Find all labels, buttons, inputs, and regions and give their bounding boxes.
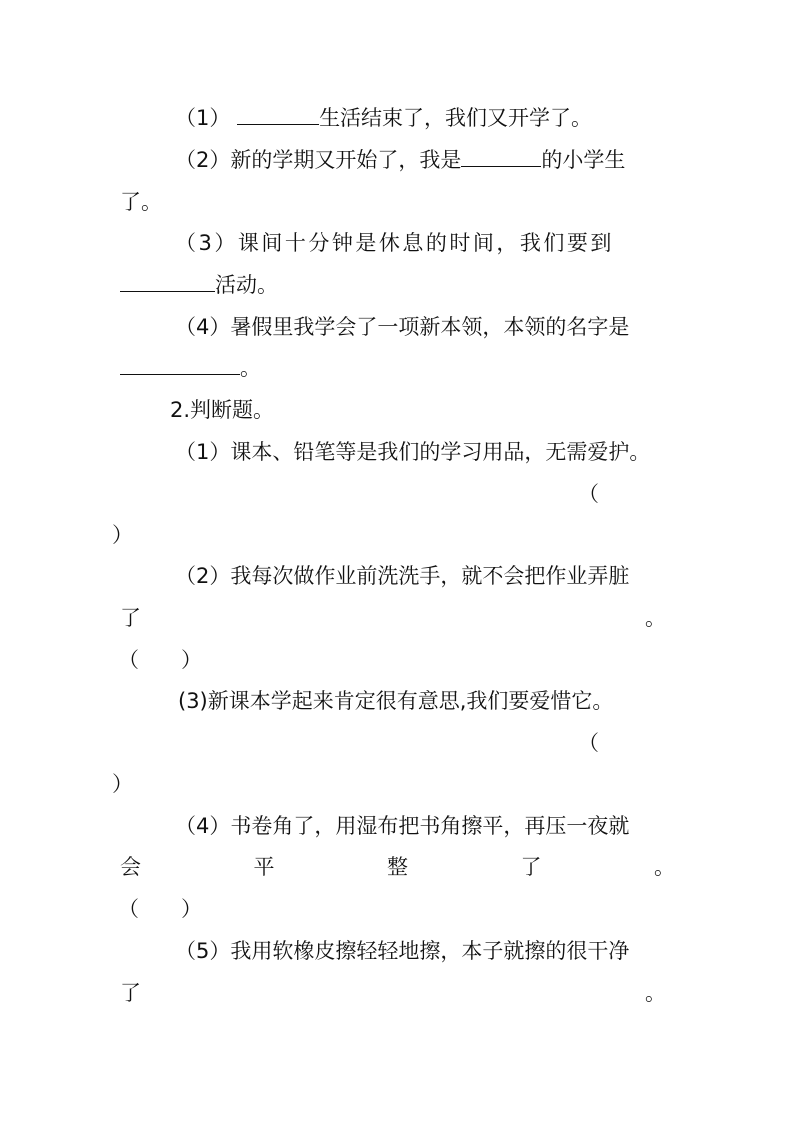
fill-item-4 — [175, 312, 629, 342]
answer-blank[interactable] — [120, 354, 240, 375]
item-text: 暑假里我学会了一项新本领，本领的名字是 — [230, 315, 630, 339]
fill-item-3 — [175, 228, 614, 258]
item-text-tail: 。 — [240, 356, 261, 380]
wrap-char: 了 — [520, 855, 542, 879]
item-number: （1） — [175, 106, 231, 130]
answer-blank[interactable] — [120, 271, 215, 292]
item-text-tail: 活动。 — [215, 273, 278, 297]
answer-blank[interactable] — [237, 104, 319, 125]
judgment-item-2-wrap: 了 — [120, 606, 141, 630]
item-number: （3） — [175, 231, 238, 255]
answer-paren-open[interactable]: （ — [578, 731, 599, 755]
judgment-item-4-wrap — [120, 852, 675, 882]
wrap-char: 平 — [253, 855, 275, 879]
answer-paren-open[interactable]: （ — [578, 482, 599, 506]
answer-paren-close[interactable]: ） — [112, 523, 133, 547]
item-text: 生活结束了，我们又开学了。 — [319, 106, 593, 130]
fill-item-2-wrap: 了。 — [120, 190, 162, 214]
wrap-char: 。 — [654, 855, 675, 879]
section-heading: 2.判断题。 — [170, 398, 275, 422]
answer-paren[interactable]: （ ） — [118, 897, 202, 921]
judgment-item-5-period: 。 — [645, 981, 666, 1005]
answer-paren[interactable]: （ ） — [118, 648, 202, 672]
item-number: （4） — [175, 315, 231, 339]
answer-blank[interactable] — [461, 146, 541, 167]
judgment-item-2-period: 。 — [645, 606, 666, 630]
judgment-item-5-wrap: 了 — [120, 981, 141, 1005]
answer-paren-close[interactable]: ） — [112, 772, 133, 796]
judgment-item-2: （2）我每次做作业前洗洗手，就不会把作业弄脏 — [175, 564, 630, 588]
judgment-item-1: （1）课本、铅笔等是我们的学习用品，无需爱护。 — [175, 440, 651, 464]
item-text: 新的学期又开始了，我是 — [230, 148, 462, 172]
fill-item-3-wrap — [120, 270, 278, 300]
fill-item-2 — [175, 145, 625, 175]
item-number: （2） — [175, 148, 231, 172]
wrap-char: 会 — [120, 855, 141, 879]
item-text: 课间十分钟是休息的时间，我们要到 — [237, 231, 614, 255]
judgment-item-3: (3)新课本学起来肯定很有意思,我们要爱惜它。 — [178, 689, 614, 713]
item-text-tail: 的小学生 — [541, 148, 626, 172]
wrap-char: 整 — [387, 855, 408, 879]
fill-item-1 — [175, 103, 592, 133]
judgment-item-5: （5）我用软橡皮擦轻轻地擦，本子就擦的很干净 — [175, 939, 630, 963]
judgment-item-4: （4）书卷角了，用湿布把书角擦平，再压一夜就 — [175, 814, 630, 838]
fill-item-4-wrap — [120, 353, 261, 383]
